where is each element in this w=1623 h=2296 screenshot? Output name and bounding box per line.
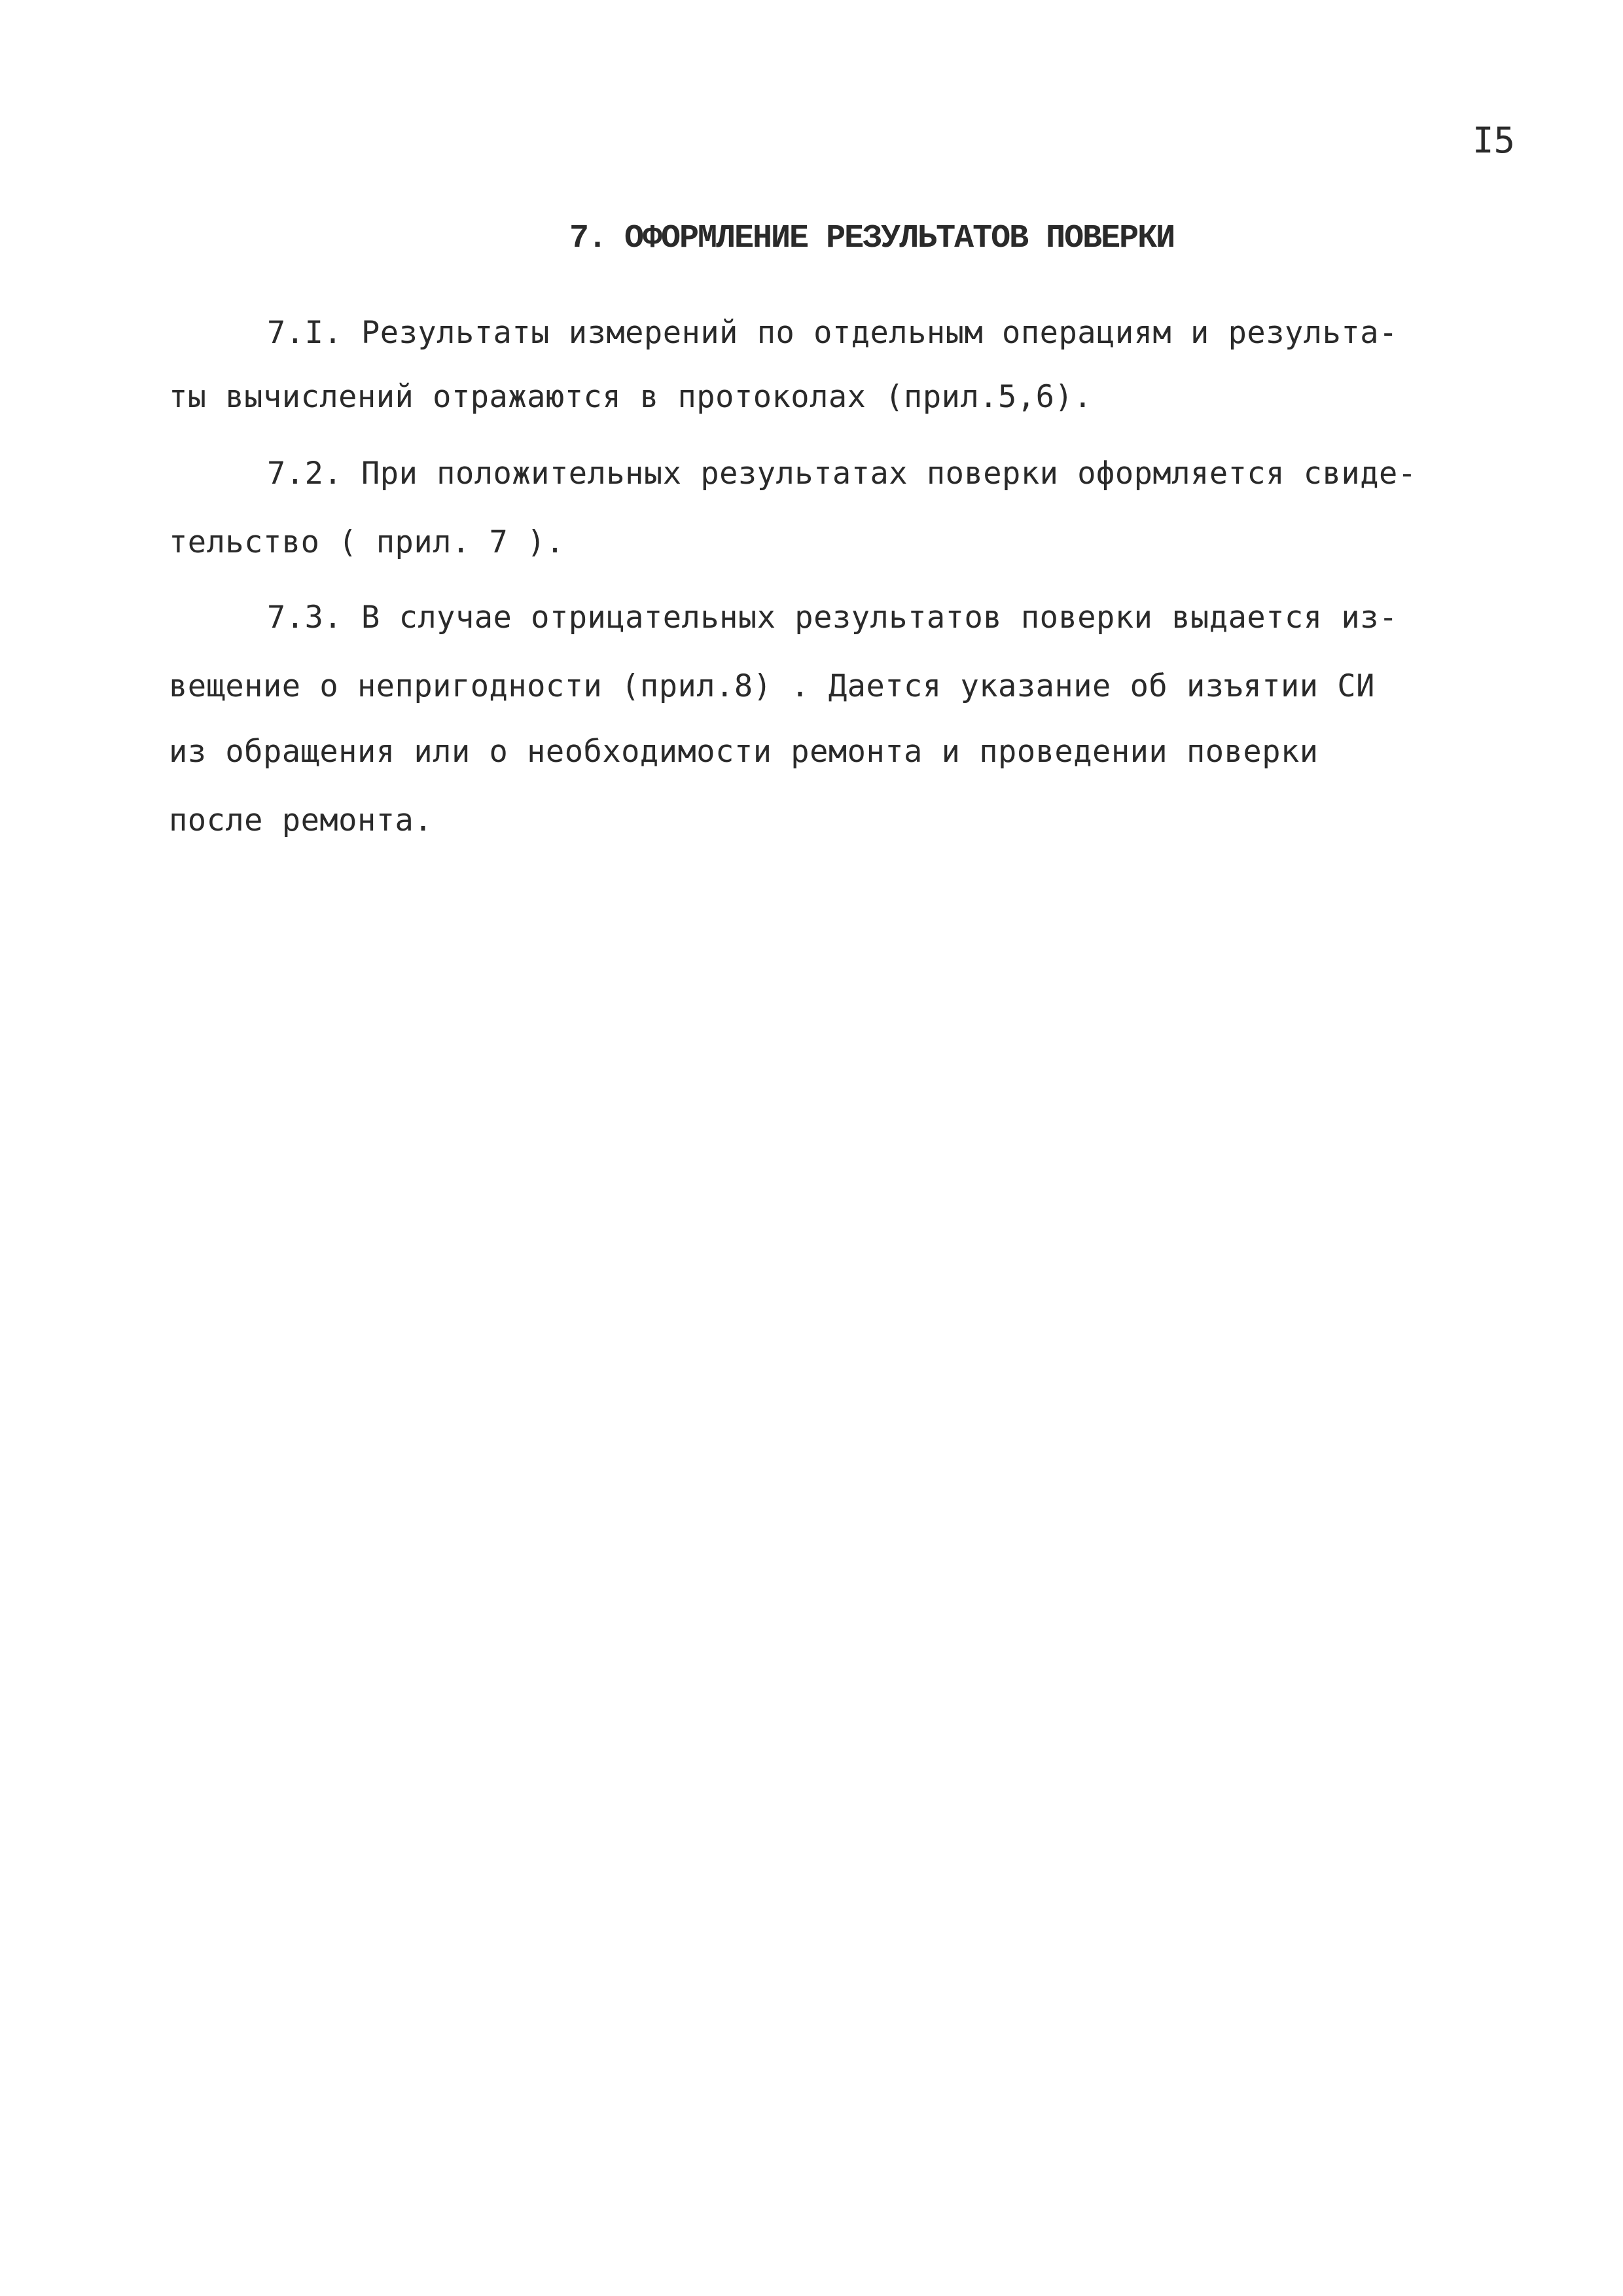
paragraph-7-3-line-3: из обращения или о необходимости ремонта и проведении поверки xyxy=(169,734,1319,770)
section-heading: 7. ОФОРМЛЕНИЕ РЕЗУЛЬТАТОВ ПОВЕРКИ xyxy=(569,220,1175,257)
paragraph-7-1-line-2: ты вычислений отражаются в протоколах (прил.5,6). xyxy=(169,379,1093,415)
paragraph-7-3-line-2: вещение о непригодности (прил.8) . Дается указание об изъятии СИ xyxy=(169,668,1375,704)
paragraph-7-3-line-1: 7.3. В случае отрицательных результатов поверки выдается из- xyxy=(267,600,1398,636)
paragraph-7-3-line-4: после ремонта. xyxy=(169,802,433,838)
paragraph-7-1-line-1: 7.I. Результаты измерений по отдельным операциям и результа- xyxy=(267,315,1398,351)
paragraph-7-2-line-1: 7.2. При положительных результатах поверки оформляется свиде- xyxy=(267,456,1417,492)
paragraph-7-2-line-2: тельство ( прил. 7 ). xyxy=(169,524,565,560)
page-number: I5 xyxy=(1472,120,1516,161)
